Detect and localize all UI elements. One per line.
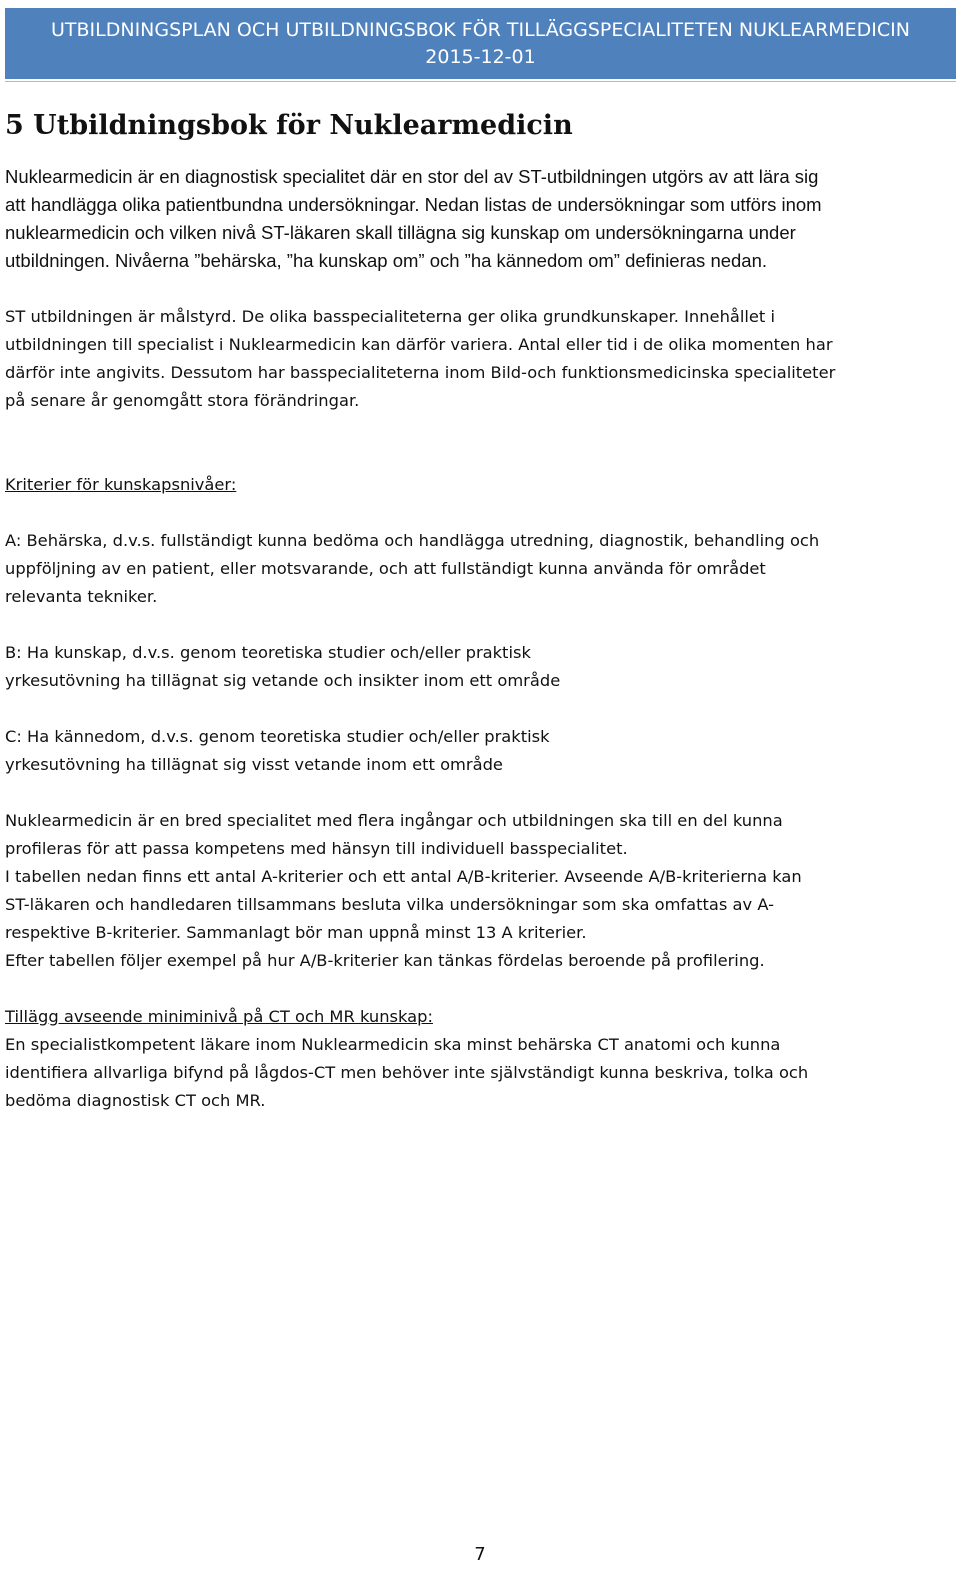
section-heading: 5 Utbildningsbok för Nuklearmedicin bbox=[5, 110, 573, 141]
profile-paragraph bbox=[5, 807, 953, 975]
text-line: nuklearmedicin och vilken nivå ST-läkaren skall tillägna sig kunskap om undersökningarna under bbox=[5, 222, 796, 243]
text-line: respektive B-kriterier. Sammanlagt bör man uppnå minst 13 A kriterier. bbox=[5, 923, 587, 942]
intro-paragraph bbox=[5, 163, 953, 275]
text-line: utbildningen till specialist i Nuklearmedicin kan därför variera. Antal eller tid i de olika momenten har bbox=[5, 335, 833, 354]
text-line: B: Ha kunskap, d.v.s. genom teoretiska studier och/eller praktisk bbox=[5, 643, 531, 662]
text-line: A: Behärska, d.v.s. fullständigt kunna bedöma och handlägga utredning, diagnostik, behandling och bbox=[5, 531, 820, 550]
text-line: uppföljning av en patient, eller motsvarande, och att fullständigt kunna använda för området bbox=[5, 559, 766, 578]
running-header bbox=[5, 8, 956, 79]
ct-heading: Tillägg avseende miniminivå på CT och MR kunskap: bbox=[5, 1007, 433, 1026]
text-line: ST-läkaren och handledaren tillsammans besluta vilka undersökningar som ska omfattas av A- bbox=[5, 895, 774, 914]
text-line: relevanta tekniker. bbox=[5, 587, 158, 606]
goal-paragraph bbox=[5, 303, 953, 415]
criteria-b bbox=[5, 639, 953, 695]
text-line: Nuklearmedicin är en bred specialitet med flera ingångar och utbildningen ska till en del kunna bbox=[5, 811, 783, 830]
text-line: utbildningen. Nivåerna ”behärska, ”ha kunskap om” och ”ha kännedom om” definieras nedan. bbox=[5, 250, 768, 271]
header-divider bbox=[5, 81, 956, 82]
text-line: Nuklearmedicin är en diagnostisk specialitet där en stor del av ST-utbildningen utgörs av att lära sig bbox=[5, 166, 819, 187]
text-line: profileras för att passa kompetens med hänsyn till individuell basspecialitet. bbox=[5, 839, 628, 858]
criteria-heading: Kriterier för kunskapsnivåer: bbox=[5, 475, 237, 494]
text-line: på senare år genomgått stora förändringar. bbox=[5, 391, 360, 410]
text-line: därför inte angivits. Dessutom har basspecialiteterna inom Bild-och funktionsmedicinska specialiteter bbox=[5, 363, 836, 382]
text-line: Efter tabellen följer exempel på hur A/B-kriterier kan tänkas fördelas beroende på profilering. bbox=[5, 951, 765, 970]
text-line: C: Ha kännedom, d.v.s. genom teoretiska studier och/eller praktisk bbox=[5, 727, 550, 746]
criteria-c bbox=[5, 723, 953, 779]
text-line: bedöma diagnostisk CT och MR. bbox=[5, 1091, 266, 1110]
text-line: ST utbildningen är målstyrd. De olika basspecialiteterna ger olika grundkunskaper. Innehållet i bbox=[5, 307, 776, 326]
text-line: yrkesutövning ha tillägnat sig visst vetande inom ett område bbox=[5, 755, 503, 774]
text-line: En specialistkompetent läkare inom Nuklearmedicin ska minst behärska CT anatomi och kunna bbox=[5, 1035, 781, 1054]
text-line: att handlägga olika patientbundna undersökningar. Nedan listas de undersökningar som utförs inom bbox=[5, 194, 822, 215]
page-body bbox=[5, 106, 953, 1115]
ct-paragraph bbox=[5, 1031, 953, 1115]
criteria-a bbox=[5, 527, 953, 611]
text-line: yrkesutövning ha tillägnat sig vetande och insikter inom ett område bbox=[5, 671, 561, 690]
header-date: 2015-12-01 bbox=[425, 46, 536, 68]
text-line: identifiera allvarliga bifynd på lågdos-CT men behöver inte självständigt kunna beskriva, tolka och bbox=[5, 1063, 809, 1082]
page-number: 7 bbox=[474, 1544, 486, 1565]
header-title: UTBILDNINGSPLAN OCH UTBILDNINGSBOK FÖR TILLÄGGSPECIALITETEN NUKLEARMEDICIN bbox=[51, 19, 910, 41]
text-line: I tabellen nedan finns ett antal A-kriterier och ett antal A/B-kriterier. Avseende A/B-kriterierna kan bbox=[5, 867, 802, 886]
